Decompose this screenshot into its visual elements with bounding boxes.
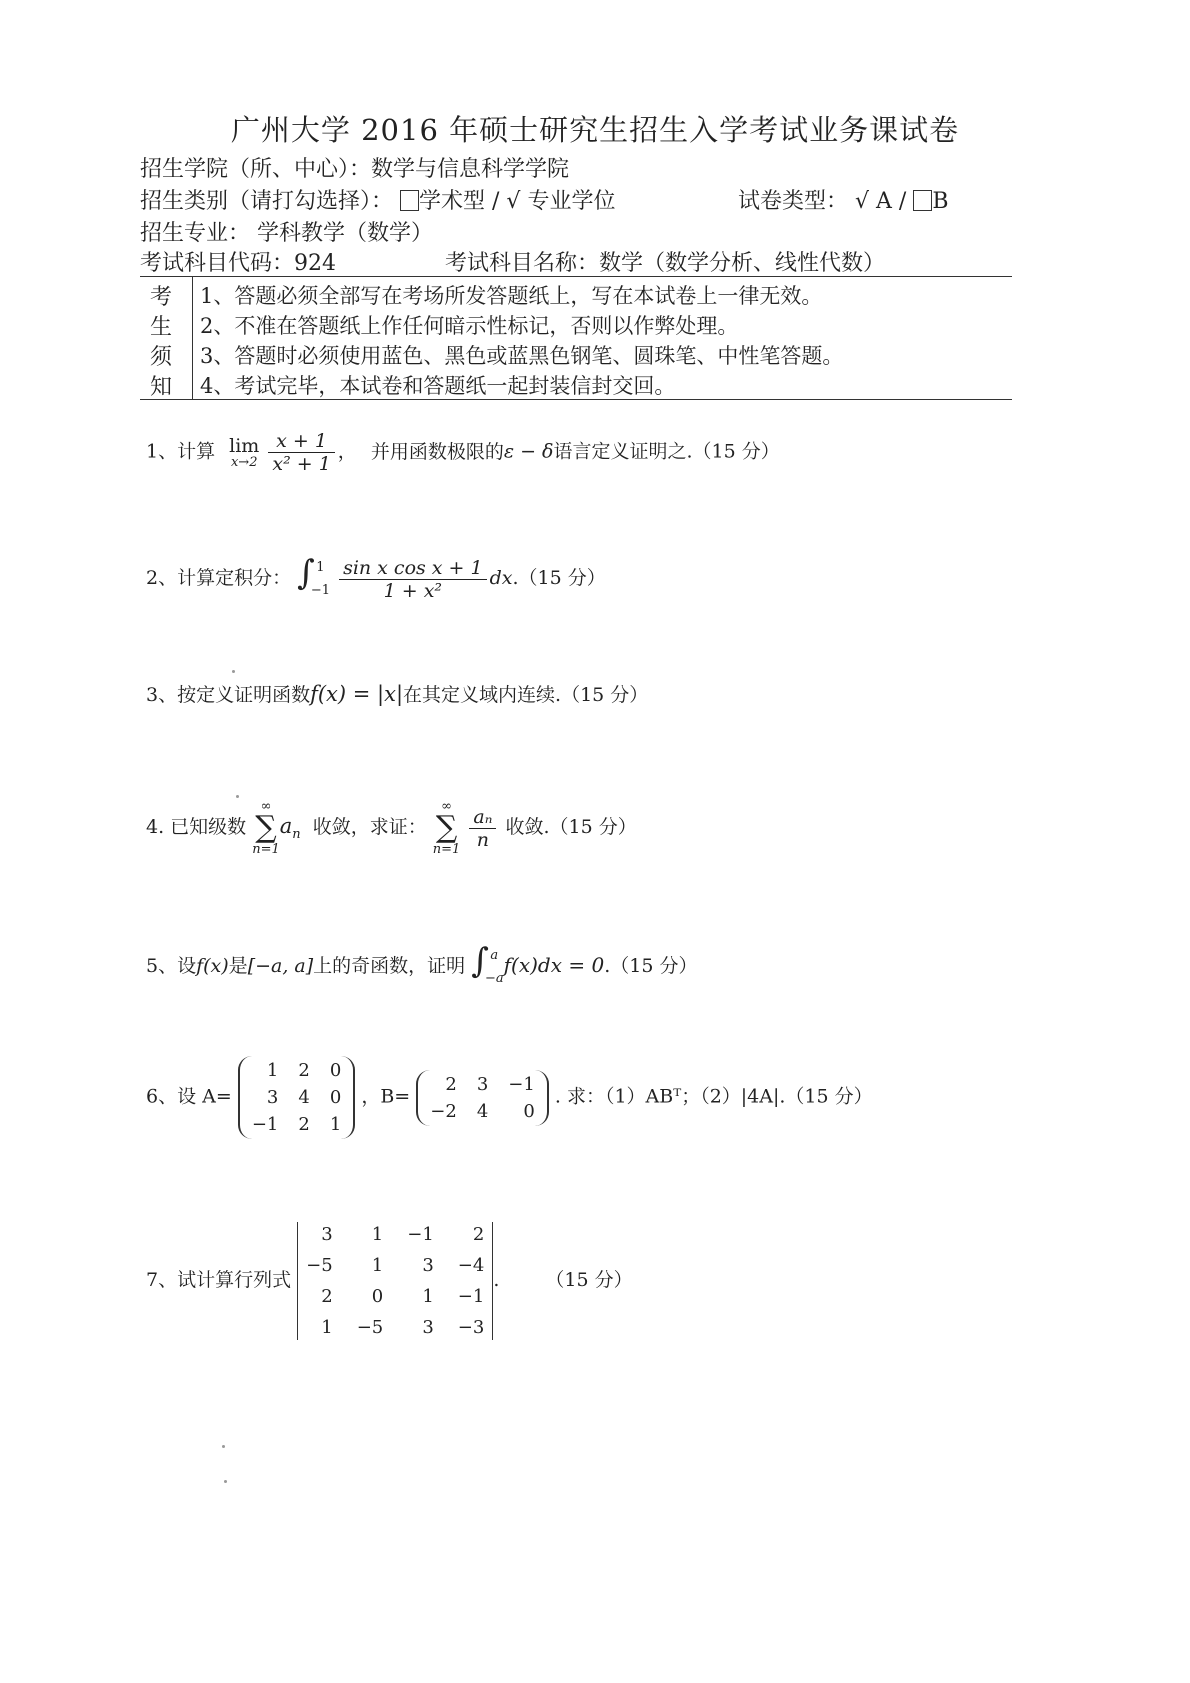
notice-char-3: 须 bbox=[149, 345, 172, 370]
matrix-b-cell: 3 bbox=[476, 1073, 489, 1095]
det-cell: 1 bbox=[371, 1255, 384, 1276]
det-cell: −3 bbox=[457, 1317, 485, 1338]
matrix-a-cell: 2 bbox=[298, 1114, 310, 1135]
q6-prefix: 6、设 A= bbox=[146, 1085, 232, 1108]
q1-lim: lim bbox=[229, 434, 260, 457]
det-cell: −1 bbox=[457, 1286, 485, 1307]
notice-item-1: 1、答题必须全部写在考场所发答题纸上，写在本试卷上一律无效。 bbox=[200, 284, 823, 308]
matrix-b-cell: −2 bbox=[430, 1100, 457, 1122]
q1-eps-delta: ε − δ bbox=[503, 440, 554, 463]
q7-prefix: 7、试计算行列式 bbox=[146, 1269, 292, 1291]
scan-speck bbox=[232, 670, 235, 673]
scan-speck bbox=[236, 795, 239, 798]
category-professional: 专业学位 bbox=[527, 189, 616, 214]
q1-text-1: 并用函数极限的 bbox=[370, 440, 504, 463]
subject-value: 数学（数学分析、线性代数） bbox=[599, 251, 886, 276]
q3-function: f(x) = |x| bbox=[310, 682, 404, 706]
scan-speck bbox=[222, 1445, 225, 1448]
matrix-b-cell: −1 bbox=[508, 1073, 535, 1095]
matrix-b bbox=[416, 1070, 549, 1126]
major-label: 招生专业： bbox=[140, 221, 251, 246]
notice-char-1: 考 bbox=[149, 285, 172, 310]
q1-comma: ， bbox=[337, 440, 357, 463]
q4-term: a bbox=[279, 814, 293, 838]
q4-sum2-upper: ∞ bbox=[441, 799, 452, 814]
q2-fraction bbox=[339, 557, 487, 602]
q1-text-2: 语言定义证明之.（15 分） bbox=[553, 440, 780, 463]
notice-char-2: 生 bbox=[149, 315, 172, 340]
det-cell: 3 bbox=[422, 1317, 434, 1338]
question-6 bbox=[146, 1056, 873, 1139]
matrix-b-cell: 4 bbox=[476, 1100, 489, 1122]
q1-lim-sub: x→2 bbox=[230, 454, 258, 470]
q6-suffix: . 求：（1）ABᵀ；（2）|4A|.（15 分） bbox=[554, 1085, 873, 1108]
q5-fx: f(x) bbox=[196, 955, 229, 977]
notice-item-4: 4、考试完毕，本试卷和答题纸一起封装信封交回。 bbox=[200, 374, 676, 398]
q4-suffix: 收敛.（15 分） bbox=[505, 816, 637, 838]
matrix-a-cell: 4 bbox=[298, 1087, 310, 1108]
q2-limits bbox=[311, 561, 330, 597]
q2-denominator: 1 + x² bbox=[383, 579, 443, 602]
sigma-sign-2: ∑ bbox=[435, 810, 458, 845]
question-4 bbox=[146, 800, 637, 856]
question-7 bbox=[146, 1222, 633, 1340]
det-cell: 2 bbox=[472, 1224, 485, 1245]
q4-sum2-lower: n=1 bbox=[432, 842, 461, 857]
matrix-a-cell: 0 bbox=[329, 1060, 342, 1081]
q7-suffix: （15 分） bbox=[545, 1269, 633, 1291]
notice-divider bbox=[192, 277, 193, 399]
question-1 bbox=[146, 430, 780, 475]
q2-dx: dx bbox=[489, 567, 513, 589]
q4-sum-lower: n=1 bbox=[252, 842, 280, 857]
determinant bbox=[297, 1222, 493, 1340]
category-line bbox=[140, 184, 615, 215]
q4-sum-1 bbox=[252, 800, 280, 856]
college-label: 招生学院（所、中心）： bbox=[140, 157, 372, 182]
q4-mid: 收敛，求证： bbox=[312, 816, 427, 838]
q4-term-sub: n bbox=[292, 826, 301, 842]
det-cell: 1 bbox=[422, 1286, 434, 1307]
code-label: 考试科目代码： bbox=[140, 251, 295, 276]
matrix-a-cell: 1 bbox=[329, 1114, 342, 1135]
det-cell: −5 bbox=[306, 1255, 333, 1276]
integral-sign: ∫ bbox=[297, 553, 315, 593]
det-cell: 3 bbox=[321, 1224, 333, 1245]
q2-suffix: .（15 分） bbox=[512, 567, 606, 589]
det-cell: 0 bbox=[371, 1286, 384, 1307]
paper-type bbox=[738, 184, 948, 215]
q6-mid: ，B= bbox=[361, 1085, 411, 1108]
category-separator: / √ bbox=[485, 189, 528, 214]
code-value: 924 bbox=[294, 251, 337, 276]
q5-upper: a bbox=[490, 948, 499, 963]
q5-prefix: 5、设 bbox=[146, 955, 197, 977]
q5-suffix: .（15 分） bbox=[604, 955, 698, 977]
notice-top-rule bbox=[140, 276, 1012, 277]
q5-text-1: 是 bbox=[228, 955, 248, 977]
q2-lower: −1 bbox=[310, 583, 331, 598]
question-3 bbox=[146, 680, 648, 707]
q5-integrand: f(x)dx = 0 bbox=[503, 953, 605, 977]
q5-limits bbox=[485, 949, 504, 985]
major-value: 学科教学（数学） bbox=[257, 221, 434, 246]
matrix-b-cell: 0 bbox=[523, 1100, 535, 1122]
q4-frac-num: aₙ bbox=[469, 806, 496, 829]
major-line bbox=[140, 216, 433, 247]
matrix-a-cell: 3 bbox=[266, 1087, 279, 1108]
sigma-sign: ∑ bbox=[255, 810, 277, 845]
q4-fraction bbox=[469, 806, 496, 851]
q5-text-2: 上的奇函数，证明 bbox=[313, 955, 466, 977]
question-2 bbox=[146, 553, 606, 602]
q1-limit bbox=[229, 434, 260, 470]
paper-type-a: √ A / bbox=[848, 189, 914, 214]
q3-prefix: 3、按定义证明函数 bbox=[146, 684, 311, 706]
det-cell: 1 bbox=[321, 1317, 333, 1338]
category-label: 招生类别（请打勾选择）： bbox=[140, 189, 394, 214]
question-5 bbox=[146, 941, 698, 986]
q3-suffix: 在其定义域内连续.（15 分） bbox=[403, 684, 649, 706]
notice-char-4: 知 bbox=[149, 375, 172, 400]
det-cell: 1 bbox=[371, 1224, 384, 1245]
matrix-b-cell: 2 bbox=[445, 1073, 457, 1095]
det-cell: 3 bbox=[422, 1255, 434, 1276]
checkbox-academic bbox=[400, 190, 419, 211]
q7-period: . bbox=[493, 1269, 500, 1291]
det-cell: −5 bbox=[356, 1317, 384, 1338]
exam-title: 广州大学 2016 年硕士研究生招生入学考试业务课试卷 bbox=[230, 113, 960, 147]
q5-interval: [−a, a] bbox=[247, 955, 314, 977]
q2-prefix: 2、计算定积分： bbox=[146, 567, 292, 589]
scan-speck bbox=[224, 1480, 227, 1483]
det-cell: −4 bbox=[457, 1255, 485, 1276]
q4-prefix: 4. 已知级数 bbox=[146, 816, 247, 838]
q1-prefix: 1、计算 bbox=[146, 440, 216, 463]
integral-sign-2: ∫ bbox=[471, 941, 489, 981]
matrix-a-cell: 0 bbox=[329, 1087, 342, 1108]
matrix-a-cell: −1 bbox=[251, 1114, 279, 1135]
q1-fraction bbox=[268, 430, 334, 475]
subject-label: 考试科目名称： bbox=[445, 251, 600, 276]
notice-item-2: 2、不准在答题纸上作任何暗示性标记，否则以作弊处理。 bbox=[200, 314, 739, 338]
q4-sum-upper: ∞ bbox=[260, 799, 272, 814]
matrix-a bbox=[238, 1056, 355, 1139]
college-line bbox=[140, 152, 569, 183]
code-line bbox=[140, 246, 336, 277]
q4-sum-2 bbox=[433, 800, 461, 856]
q2-numerator: sin x cos x + 1 bbox=[339, 557, 487, 580]
matrix-a-cell: 2 bbox=[298, 1060, 310, 1081]
subject-line bbox=[445, 246, 885, 277]
paper-type-label: 试卷类型： bbox=[738, 189, 849, 214]
notice-item-3: 3、答题时必须使用蓝色、黑色或蓝黑色钢笔、圆珠笔、中性笔答题。 bbox=[200, 344, 844, 368]
checkbox-b bbox=[913, 190, 932, 211]
q2-upper: 1 bbox=[316, 560, 325, 575]
q1-denominator: x² + 1 bbox=[272, 453, 331, 475]
det-cell: −1 bbox=[407, 1224, 434, 1245]
category-academic: 学术型 bbox=[419, 189, 486, 214]
det-cell: 2 bbox=[321, 1286, 333, 1307]
college-value: 数学与信息科学学院 bbox=[371, 157, 570, 182]
q1-numerator: x + 1 bbox=[268, 430, 334, 453]
matrix-a-cell: 1 bbox=[266, 1060, 279, 1081]
paper-type-b: B bbox=[932, 189, 949, 214]
q5-lower: −a bbox=[484, 971, 504, 986]
q4-frac-den: n bbox=[476, 828, 490, 851]
